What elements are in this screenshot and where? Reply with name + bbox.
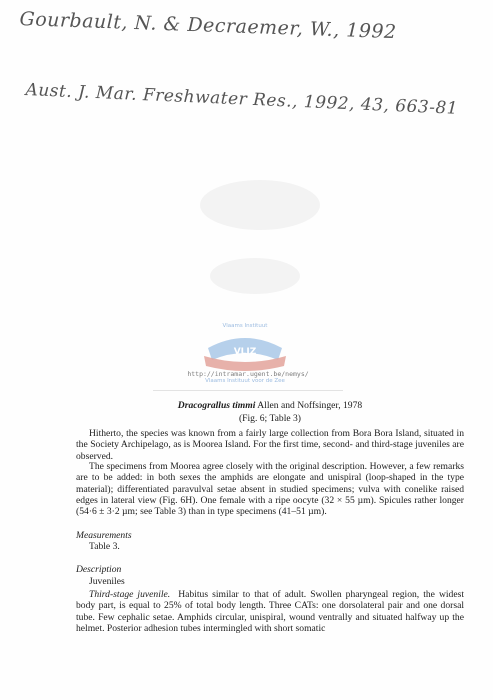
paragraph-distribution bbox=[76, 428, 464, 462]
paper-smudge bbox=[200, 180, 320, 230]
watermark-url: http://intramar.ugent.be/nemys/ bbox=[187, 370, 309, 378]
handwritten-citation-authors: Gourbault, N. & Decraemer, W., 1992 bbox=[19, 8, 397, 44]
species-title bbox=[76, 400, 464, 411]
paragraph-third-stage-juvenile bbox=[76, 589, 464, 634]
paragraph-text: Hitherto, the species was known from a fairly large collection from Bora Bora Island, situated in the Society Archipelago, as is Moorea Island. For the first time, second- and third-stage juveniles are observed. bbox=[76, 428, 464, 462]
description-heading: Description bbox=[76, 564, 122, 575]
third-stage-heading: Third-stage juvenile. bbox=[89, 589, 171, 600]
paragraph-remarks bbox=[76, 461, 464, 517]
measurements-table-ref: Table 3. bbox=[89, 541, 120, 552]
paragraph-text bbox=[76, 589, 464, 634]
species-authority: Allen and Noffsinger, 1978 bbox=[257, 400, 363, 411]
watermark-brand: VLIZ bbox=[233, 347, 257, 357]
measurements-heading: Measurements bbox=[76, 530, 132, 541]
watermark-bottom-text: Vlaams Instituut voor de Zee bbox=[205, 378, 285, 384]
juveniles-heading: Juveniles bbox=[89, 576, 125, 587]
figure-reference: (Fig. 6; Table 3) bbox=[238, 413, 302, 424]
third-stage-text: Habitus similar to that of adult. Swollen pharyngeal region, the widest body part, is equal to 25% of total body length. Three CATs: one dorsolateral pair and one dorsal tube. Few cephalic setae. Amphids circular, unispiral, wound ventrally and situated halfway up the helmet. Posterior adhesion tubes intermingled with short somatic bbox=[76, 589, 465, 634]
divider-line bbox=[153, 390, 343, 391]
watermark-top-text: Vlaams Instituut bbox=[222, 323, 268, 329]
paper-smudge bbox=[210, 258, 300, 294]
handwritten-citation-journal: Aust. J. Mar. Freshwater Res., 1992, 43, 663-81 bbox=[25, 80, 459, 119]
species-name: Dracograllus timmi bbox=[177, 400, 256, 411]
paragraph-text: The specimens from Moorea agree closely with the original description. However, a few remarks are to be added: in both sexes the amphids are elongate and unispiral (loop-shaped in the type material); differentiated paravulval setae absent in studied specimens; vulva with conelike raised edges in lateral view (Fig. 6H). One female with a ripe oocyte (32 × 55 µm). Spicules rather longer (54·6 ± 3·2 µm; see Table 3) than in type specimens (41–51 µm). bbox=[76, 461, 464, 518]
